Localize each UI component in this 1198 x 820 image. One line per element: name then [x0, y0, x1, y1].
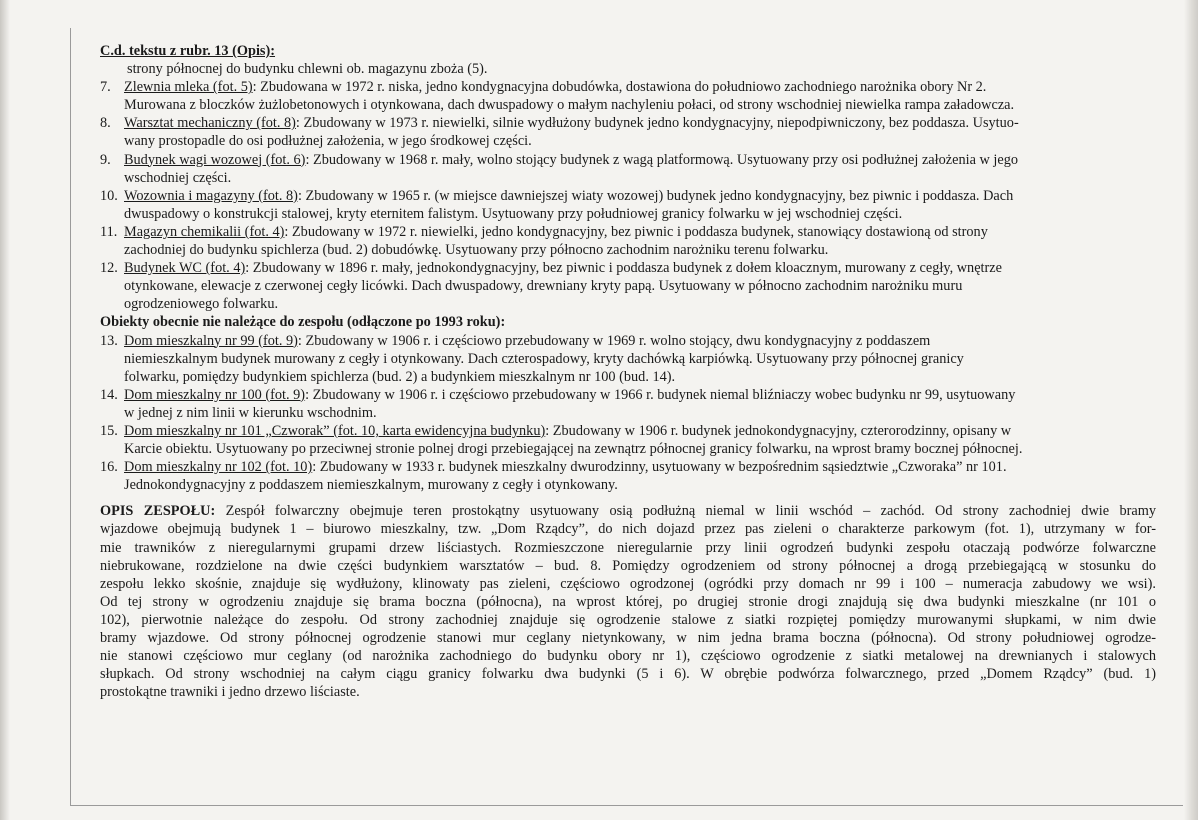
- item-first-line: [124, 259, 1156, 277]
- list-item: [100, 223, 1156, 259]
- item-first-line: [124, 332, 1156, 350]
- item-body: [124, 332, 1156, 386]
- detached-item-list: [100, 332, 1156, 495]
- item-first-line: [124, 458, 1156, 476]
- item-first-line: [124, 114, 1156, 132]
- scan-right-edge: [1184, 0, 1198, 820]
- item-text-line: Jednokondygnacyjny z poddaszem niemieszkalnym, murowany z cegły i otynkowany.: [124, 477, 618, 494]
- item-number: 13.: [100, 332, 118, 349]
- item-title: Magazyn chemikalii (fot. 4): [124, 223, 285, 240]
- description-text: Zespół folwarczny obejmuje teren prostokątny usytuowany osią podłużną niemal w linii wschód – zachód. Od strony zachodniej dwie bramy: [215, 503, 1156, 520]
- list-item: [100, 259, 1156, 313]
- list-item: [100, 78, 1156, 114]
- list-item: [100, 458, 1156, 494]
- item-title: Wozownia i magazyny (fot. 8): [124, 187, 298, 204]
- item-number: 15.: [100, 422, 118, 439]
- item-first-line: [124, 78, 1156, 96]
- item-text-line: niemieszkalnym budynek murowany z cegły i otynkowany. Dach czterospadowy, kryty dachówką karpiówką. Usytuowany przy północnej granicy: [124, 350, 964, 367]
- section-heading: C.d. tekstu z rubr. 13 (Opis):: [100, 43, 276, 59]
- description-text: nie stanowi częściowo mur ceglany (od narożnika zachodniego do budynku obory nr 1), częściowo ogrodzenie z siatki metalowej na drewnianych i stalowych: [100, 648, 1156, 665]
- section-heading-detached: Obiekty obecnie nie należące do zespołu (odłączone po 1993 roku):: [100, 314, 506, 331]
- item-first-line: [124, 187, 1156, 205]
- description-text: Od tej strony w ogrodzeniu znajduje się brama boczna (północna), na wprost której, po drugiej stronie drogi znajdują się dwa budynki mieszkalne (nr 101 o: [100, 593, 1156, 610]
- item-text: : Zbudowany w 1968 r. mały, wolno stojący budynek z wagą platformową. Usytuowany przy osi podłużnej założenia w jego: [305, 151, 1019, 168]
- item-title: Budynek wagi wozowej (fot. 6): [124, 151, 306, 168]
- item-title: Dom mieszkalny nr 100 (fot. 9): [124, 386, 306, 403]
- item-number: 7.: [100, 79, 111, 96]
- description-line: [100, 683, 1156, 701]
- document-body: [100, 42, 1156, 701]
- item-number: 9.: [100, 151, 111, 168]
- item-text-line: w jednej z nim linii w kierunku wschodnim.: [124, 404, 377, 421]
- item-number: 14.: [100, 386, 118, 403]
- description-line: [100, 557, 1156, 575]
- ensemble-description: [100, 502, 1156, 701]
- item-text: : Zbudowany w 1933 r. budynek mieszkalny dwurodzinny, usytuowany w bezpośrednim sąsiedztwie „Czworaka” nr 101.: [312, 459, 1007, 476]
- item-number: 11.: [100, 223, 118, 240]
- item-text: : Zbudowany w 1973 r. niewielki, silnie wydłużony budynek jedno kondygnacyjny, niepodpiwniczony, bez poddasza. Usytuo-: [295, 115, 1019, 132]
- item-body: [124, 114, 1156, 150]
- item-text: : Zbudowany w 1896 r. mały, jednokondygnacyjny, bez piwnic i poddasza budynek z dołem kloacznym, murowany z cegły, wnętrze: [245, 260, 1002, 277]
- item-first-line: [124, 223, 1156, 241]
- item-title: Dom mieszkalny nr 101 „Czworak” (fot. 10, karta ewidencyjna budynku): [124, 422, 546, 439]
- description-text: 102), pierwotnie należące do zespołu. Od strony zachodniej znajduje się ogrodzenie stalowe z siatki rozpiętej pomiędzy murowanymi słupkami, w nim dwie: [100, 611, 1156, 628]
- item-text: : Zbudowany w 1906 r. budynek jednokondygnacyjny, czterorodzinny, opisany w: [545, 422, 1012, 439]
- description-line: [100, 611, 1156, 629]
- item-body: [124, 223, 1156, 259]
- item-body: [124, 187, 1156, 223]
- item-body: [124, 386, 1156, 422]
- item-text-line: Murowana z bloczków żużlobetonowych i otynkowana, dach dwuspadowy o małym nachyleniu połaci, od strony wschodniej niewielka rampa załadowcza.: [124, 97, 1015, 114]
- item-text-line: wany prostopadle do osi podłużnej założenia, w jego środkowej części.: [124, 133, 532, 150]
- item-text: : Zbudowany w 1965 r. (w miejsce dawniejszej wiaty wozowej) budynek jedno kondygnacyjny, bez piwnic i poddasza. Dach: [297, 187, 1014, 204]
- item-body: [124, 458, 1156, 494]
- item-text-line: zachodniej do budynku spichlerza (bud. 2) dobudówkę. Usytuowany przy północno zachodnim narożniku terenu folwarku.: [124, 242, 829, 259]
- item-text: : Zbudowany w 1906 r. i częściowo przebudowany w 1966 r. budynek niemal bliźniaczy wobec budynku nr 99, usytuowany: [305, 386, 1016, 403]
- continuation-text: strony północnej do budynku chlewni ob. magazynu zboża (5).: [127, 61, 488, 78]
- description-line: [100, 539, 1156, 557]
- item-title: Warsztat mechaniczny (fot. 8): [124, 115, 296, 132]
- item-body: [124, 78, 1156, 114]
- item-text-line: wschodniej części.: [124, 169, 232, 186]
- item-text-line: ogrodzeniowego folwarku.: [124, 296, 279, 313]
- list-item: [100, 187, 1156, 223]
- item-title: Dom mieszkalny nr 99 (fot. 9): [124, 332, 298, 349]
- item-title: Dom mieszkalny nr 102 (fot. 10): [124, 459, 313, 476]
- description-text: niebrukowane, rozdzielone na dwie części budynkiem warsztatów – bud. 8. Pomiędzy ogrodzeniem od strony północnej a drogą przebiegającą w stosunku do: [100, 557, 1156, 574]
- description-line: [100, 593, 1156, 611]
- item-number: 16.: [100, 459, 118, 476]
- item-first-line: [124, 151, 1156, 169]
- scan-left-shadow: [0, 0, 10, 820]
- list-item: [100, 114, 1156, 150]
- item-body: [124, 151, 1156, 187]
- item-text: : Zbudowany w 1972 r. niewielki, jedno kondygnacyjny, bez piwnic i poddasza budynek, stanowiący dostawioną od strony: [284, 223, 988, 240]
- item-list: [100, 78, 1156, 313]
- list-item: [100, 332, 1156, 386]
- description-text: wjazdowe obejmują budynek 1 – biurowo mieszkalny, tzw. „Dom Rządcy”, do nich dojazd przez pas zieleni o charakterze parkowym (fot. 1), utrzymany w for-: [100, 521, 1156, 538]
- item-title: Budynek WC (fot. 4): [124, 260, 246, 277]
- item-number: 12.: [100, 260, 118, 277]
- item-body: [124, 422, 1156, 458]
- description-line: [100, 665, 1156, 683]
- list-item: [100, 386, 1156, 422]
- item-text: : Zbudowana w 1972 r. niska, jedno kondygnacyjna dobudówka, dostawiona do południowo zachodniego narożnika obory Nr 2.: [252, 79, 987, 96]
- description-line: [100, 575, 1156, 593]
- item-title: Zlewnia mleka (fot. 5): [124, 79, 253, 96]
- ensemble-description-text: [100, 502, 1156, 701]
- list-item: [100, 151, 1156, 187]
- item-number: 8.: [100, 115, 111, 132]
- description-text: mie trawników z nieregularnymi grupami drzew liściastych. Rozmieszczone nieregularnie przy linii ogrodzeń budynki zespołu otaczają podwórze folwarczne: [100, 539, 1156, 556]
- list-item: [100, 422, 1156, 458]
- item-number: 10.: [100, 187, 118, 204]
- description-text: słupkach. Od strony wschodniej na całym ciągu granicy folwarku dwa budynki (5 i 6). W obrębie podwórza folwarcznego, przed „Domem Rządcy” (bud. 1): [100, 666, 1156, 683]
- description-line: [100, 647, 1156, 665]
- item-first-line: [124, 422, 1156, 440]
- description-line: [100, 520, 1156, 538]
- item-text-line: dwuspadowy o konstrukcji stalowej, kryty eternitem falistym. Usytuowany przy południowej granicy folwarku w jej wschodniej części.: [124, 205, 903, 222]
- item-text-line: otynkowane, elewacje z czerwonej cegły licówki. Dach dwuspadowy, drewniany kryty papą. Usytuowany w północno zachodnim narożniku muru: [124, 278, 963, 295]
- description-text: zespołu lekko skośnie, znajduje się wydłużony, klinowaty pas zieleni, częściowo ogrodzonej (ogródki przy domach nr 99 i 100 – numeracja zabudowy we wsi).: [100, 575, 1156, 592]
- description-text: bramy wjazdowe. Od strony północnej ogrodzenie stanowi mur ceglany nietynkowany, w nim jedna brama boczna (północna). Od strony południowej ogrodze-: [100, 630, 1156, 646]
- item-text-line: folwarku, pomiędzy budynkiem spichlerza (bud. 2) a budynkiem mieszkalnym nr 100 (bud. 14).: [124, 368, 676, 385]
- description-text: prostokątne trawniki i jedno drzewo liściaste.: [100, 684, 360, 701]
- item-text: : Zbudowany w 1906 r. i częściowo przebudowany w 1969 r. wolno stojący, dwu kondygnacyjny z poddaszem: [297, 332, 931, 349]
- description-title: OPIS ZESPOŁU:: [100, 503, 216, 520]
- item-first-line: [124, 386, 1156, 404]
- description-line: [100, 502, 1156, 520]
- item-text-line: Karcie obiektu. Usytuowany po przeciwnej stronie polnej drogi przebiegającej na zewnątrz północnej granicy folwarku, na wprost bramy bocznej północnej.: [124, 441, 1023, 458]
- item-body: [124, 259, 1156, 313]
- description-line: [100, 629, 1156, 647]
